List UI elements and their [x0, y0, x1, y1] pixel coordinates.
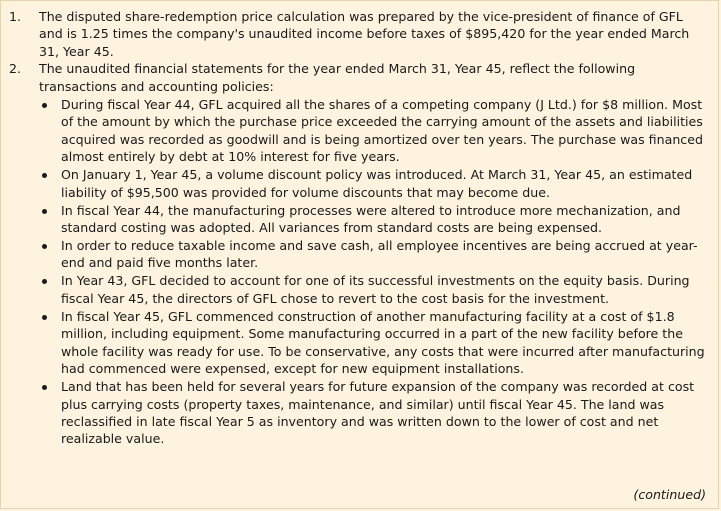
bullet-item: In fiscal Year 45, GFL commenced construction of another manufacturing facility at a cost of $1.8 million, including equipment. Some manufacturing occurred in a part of the new facility before the whole facility was ready for use. To be conservative, any costs that were incurred after manufacturing had commenced were expensed, except for new equipment installations.: [39, 308, 708, 378]
list-item-2: [9, 60, 708, 448]
item-text: The unaudited financial statements for the year ended March 31, Year 45, reflect the following transactions and accounting policies:: [39, 61, 636, 94]
bullet-item: During fiscal Year 44, GFL acquired all the shares of a competing company (J Ltd.) for $8 million. Most of the amount by which the purchase price exceeded the carrying amount of the assets and liabilities acquired was recorded as goodwill and is being amortized over ten years. The purchase was financed almost entirely by debt at 10% interest for five years.: [39, 96, 708, 166]
item-number: 2.: [9, 61, 22, 77]
continued-label: (continued): [633, 487, 706, 502]
bullet-list: [39, 96, 708, 448]
item-number: 1.: [9, 9, 22, 24]
list-item-1: [9, 8, 708, 60]
bullet-item: In order to reduce taxable income and save cash, all employee incentives are being accrued at year-end and paid five months later.: [39, 237, 708, 272]
bullet-item: In fiscal Year 44, the manufacturing processes were altered to introduce more mechanization, and standard costing was adopted. All variances from standard costs are being expensed.: [39, 202, 708, 237]
item-text: The disputed share-redemption price calculation was prepared by the vice-president of finance of GFL and is 1.25 times the company's unaudited income before taxes of $895,420 for the year ended March 31, Year 45.: [39, 9, 690, 59]
bullet-item: Land that has been held for several years for future expansion of the company was recorded at cost plus carrying costs (property taxes, maintenance, and similar) until fiscal Year 45. The land was reclassified in late fiscal Year 5 as inventory and was written down to the lower of cost and net realizable value.: [39, 378, 708, 448]
bullet-item: On January 1, Year 45, a volume discount policy was introduced. At March 31, Year 45, an estimated liability of $95,500 was provided for volume discounts that may become due.: [39, 166, 708, 201]
bullet-item: In Year 43, GFL decided to account for one of its successful investments on the equity basis. During fiscal Year 45, the directors of GFL chose to revert to the cost basis for the investment.: [39, 272, 708, 307]
